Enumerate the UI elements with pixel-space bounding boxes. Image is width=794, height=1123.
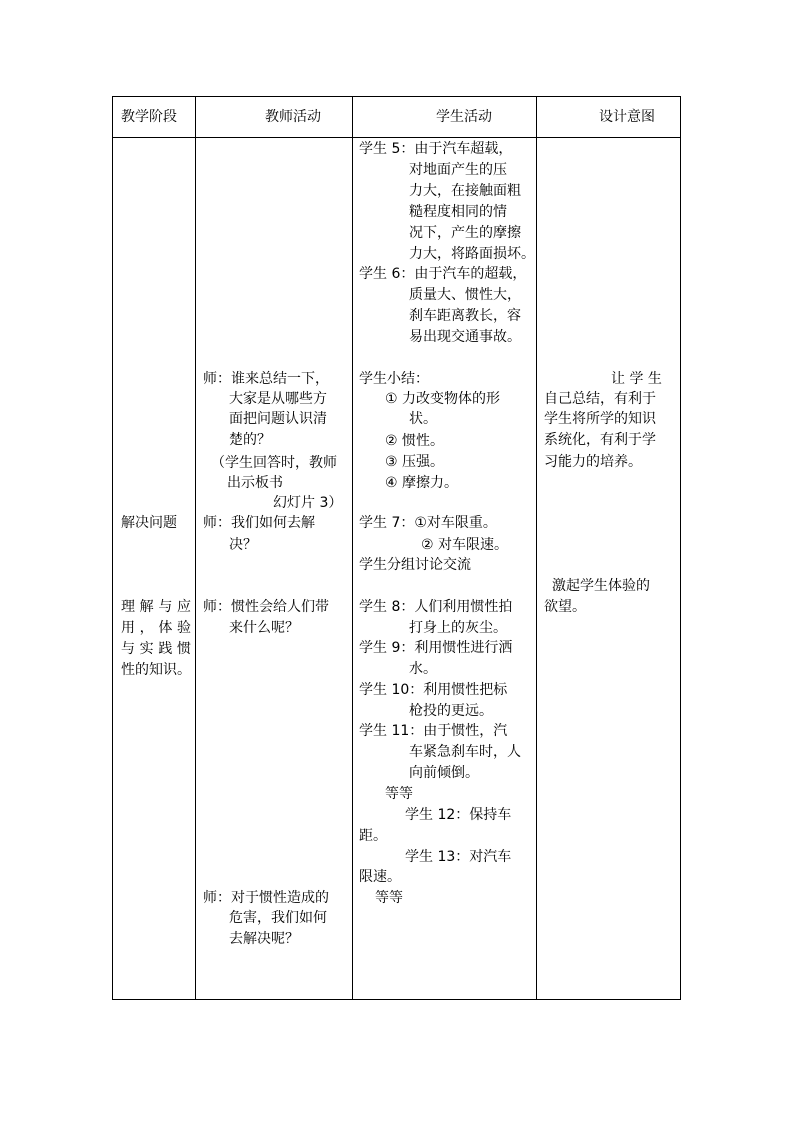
teacher-q1-line: 楚的？ bbox=[229, 432, 271, 448]
student-8-line: 学生 8：人们利用惯性拍 bbox=[359, 599, 513, 615]
intent-2-line: 欲望。 bbox=[544, 599, 586, 615]
intent-1-line: 自己总结，有利于 bbox=[544, 391, 656, 407]
student-6-line: 刹车距离教长，容 bbox=[409, 308, 521, 324]
student-group-discussion: 学生分组讨论交流 bbox=[359, 557, 471, 573]
intent-2-line: 激起学生体验的 bbox=[552, 578, 650, 594]
stage-apply-line: 性的知识。 bbox=[121, 662, 191, 678]
student-13-line: 学生 13：对汽车 bbox=[405, 849, 512, 865]
header-teacher: 教师活动 bbox=[265, 109, 321, 125]
intent-1-line: 系统化，有利于学 bbox=[544, 432, 656, 448]
student-12-line: 学生 12：保持车 bbox=[405, 807, 512, 823]
teacher-q2-line: 师：我们如何去解 bbox=[203, 515, 315, 531]
student-summary-line: ③ 压强。 bbox=[385, 454, 445, 470]
student-11-line: 学生 11：由于惯性，汽 bbox=[359, 723, 508, 739]
teacher-q3-line: 师：惯性会给人们带 bbox=[203, 599, 329, 615]
student-11-line: 向前倾倒。 bbox=[409, 765, 479, 781]
teacher-q4-line: 去解决呢？ bbox=[229, 931, 299, 947]
header-stage: 教学阶段 bbox=[121, 109, 177, 125]
student-5-line: 力大，将路面损坏。 bbox=[409, 246, 535, 262]
student-5-line: 力大，在接触面粗 bbox=[409, 183, 521, 199]
teacher-q4-line: 师：对于惯性造成的 bbox=[203, 890, 329, 906]
teacher-q1-line: （学生回答时，教师 bbox=[211, 455, 337, 471]
header-divider bbox=[113, 137, 680, 138]
stage-apply-line: 与实践惯 bbox=[121, 641, 191, 657]
header-student: 学生活动 bbox=[436, 109, 492, 125]
intent-1-line: 让 学 生 bbox=[611, 371, 662, 387]
student-11-line: 车紧急刹车时，人 bbox=[409, 744, 521, 760]
student-5-line: 对地面产生的压 bbox=[409, 162, 507, 178]
student-11-line: 等等 bbox=[385, 786, 413, 802]
teacher-q1-line: 大家是从哪些方 bbox=[229, 391, 327, 407]
teacher-q3-line: 来什么呢？ bbox=[229, 620, 299, 636]
student-13-line: 限速。 bbox=[359, 869, 401, 885]
student-13-line: 等等 bbox=[375, 890, 403, 906]
teacher-q1-line: 幻灯片 3） bbox=[273, 495, 343, 511]
student-summary-line: 学生小结： bbox=[359, 371, 429, 387]
stage-apply-line: 用，体验 bbox=[121, 620, 191, 636]
student-6-line: 质量大、惯性大， bbox=[409, 287, 521, 303]
column-divider bbox=[536, 97, 537, 999]
student-7-line: 学生 7：①对车限重。 bbox=[359, 515, 497, 531]
student-summary-line: ④ 摩擦力。 bbox=[385, 475, 459, 491]
student-7-line: ② 对车限速。 bbox=[421, 537, 509, 553]
intent-1-line: 习能力的培养。 bbox=[544, 454, 642, 470]
header-intent: 设计意图 bbox=[599, 109, 655, 125]
column-divider bbox=[352, 97, 353, 999]
stage-apply-line: 理解与应 bbox=[121, 599, 191, 615]
student-10-line: 枪投的更远。 bbox=[409, 703, 493, 719]
student-9-line: 学生 9：利用惯性进行洒 bbox=[359, 640, 513, 656]
student-8-line: 打身上的灰尘。 bbox=[409, 620, 507, 636]
student-5-line: 糙程度相同的情 bbox=[409, 204, 507, 220]
lesson-table bbox=[112, 96, 681, 1000]
teacher-q2-line: 决？ bbox=[229, 537, 257, 553]
teacher-q1-line: 出示板书 bbox=[227, 475, 283, 491]
intent-1-line: 学生将所学的知识 bbox=[544, 411, 656, 427]
stage-solve: 解决问题 bbox=[121, 515, 177, 531]
student-5-line: 学生 5：由于汽车超载， bbox=[359, 141, 513, 157]
student-6-line: 易出现交通事故。 bbox=[409, 329, 521, 345]
student-summary-line: ① 力改变物体的形 bbox=[385, 391, 501, 407]
student-summary-line: ② 惯性。 bbox=[385, 433, 445, 449]
student-12-line: 距。 bbox=[359, 828, 387, 844]
student-5-line: 况下，产生的摩擦 bbox=[409, 225, 521, 241]
student-6-line: 学生 6：由于汽车的超载， bbox=[359, 266, 527, 282]
teacher-q1-line: 师：谁来总结一下， bbox=[203, 371, 329, 387]
student-10-line: 学生 10：利用惯性把标 bbox=[359, 682, 508, 698]
column-divider bbox=[195, 97, 196, 999]
teacher-q1-line: 面把问题认识清 bbox=[229, 411, 327, 427]
student-9-line: 水。 bbox=[409, 661, 437, 677]
teacher-q4-line: 危害，我们如何 bbox=[229, 910, 327, 926]
student-summary-line: 状。 bbox=[409, 411, 437, 427]
